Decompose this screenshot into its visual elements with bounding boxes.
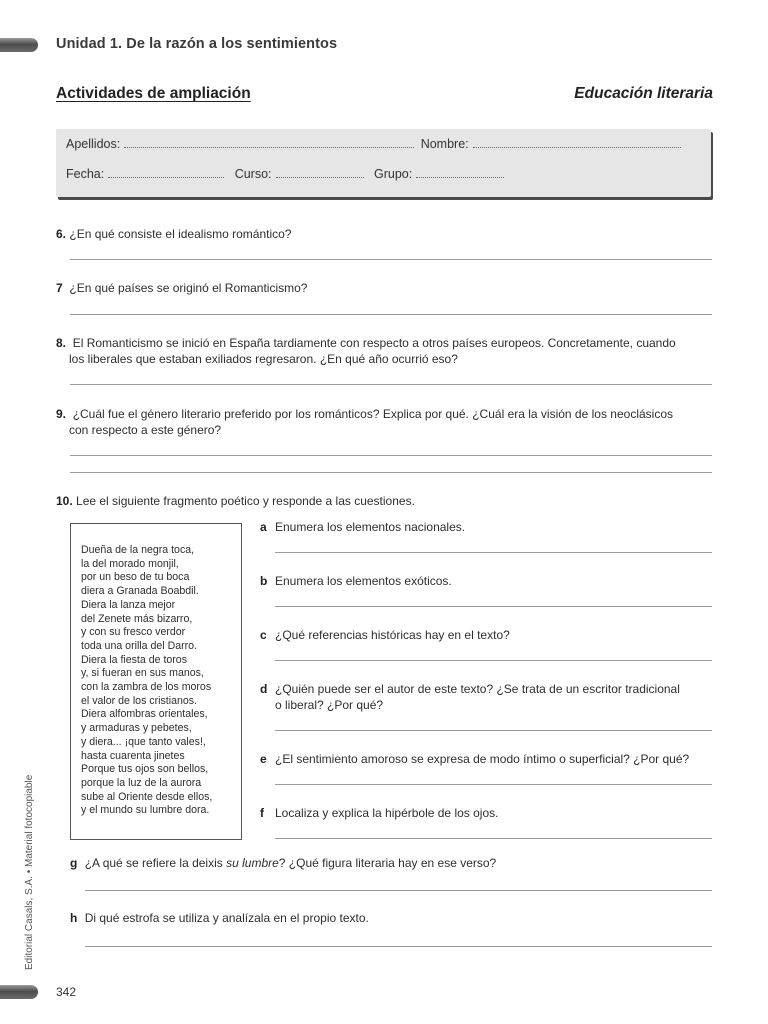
nombre-label: Nombre: — [420, 137, 469, 151]
subquestion-b: b Enumera los elementos exóticos. — [260, 574, 452, 588]
answer-line[interactable] — [275, 784, 712, 785]
poem-box — [70, 523, 242, 840]
poem-line: con la zambra de los moros — [81, 681, 212, 694]
fecha-field[interactable] — [108, 167, 224, 178]
grupo-field[interactable] — [416, 167, 504, 178]
apellidos-field[interactable] — [124, 137, 414, 148]
poem-line: sube al Oriente desde ellos, — [81, 790, 213, 803]
answer-line[interactable] — [85, 890, 712, 891]
poem-line: del Zenete más bizarro, — [81, 612, 193, 625]
publisher-side-text: Editorial Casals, S.A. • Material fotocopiable — [24, 774, 35, 970]
poem-line: el valor de los cristianos. — [81, 694, 197, 707]
poem-line: Diera la fiesta de toros — [81, 653, 187, 666]
question-6: 6. ¿En qué consiste el idealismo romántico? — [56, 227, 292, 241]
question-7: 7 ¿En qué países se originó el Romanticismo? — [56, 281, 308, 295]
answer-line[interactable] — [275, 552, 712, 553]
subquestion-e: e ¿El sentimiento amoroso se expresa de modo íntimo o superficial? ¿Por qué? — [260, 752, 690, 766]
answer-line[interactable] — [275, 730, 712, 731]
subquestion-f: f Localiza y explica la hipérbole de los ojos. — [260, 806, 499, 820]
poem-line: y, si fueran en sus manos, — [81, 667, 204, 680]
section-subtitle: Educación literaria — [574, 85, 713, 102]
subquestion-h: h Di qué estrofa se utiliza y analízala en el propio texto. — [70, 911, 369, 925]
question-8: 8. El Romanticismo se inició en España tardiamente con respecto a otros países europeos. Concretamente, cuando los liberales que estaban exiliados regresaron. ¿En qué año ocurrió eso? — [56, 336, 676, 366]
subquestion-g: g ¿A qué se refiere la deixis su lumbre? ¿Qué figura literaria hay en ese verso? — [70, 856, 497, 870]
subquestion-c: c ¿Qué referencias históricas hay en el texto? — [260, 628, 510, 642]
section-title: Actividades de ampliación — [56, 85, 251, 102]
poem-line: toda una orilla del Darro. — [81, 639, 198, 652]
poem-line: y con su fresco verdor — [81, 626, 186, 639]
poem-line: hasta cuarenta jinetes — [81, 749, 185, 762]
poem-line: y armaduras y pebetes, — [81, 722, 192, 735]
poem-line: Diera alfombras orientales, — [81, 708, 208, 721]
poem-line: y el mundo su lumbre dora. — [81, 804, 210, 817]
grupo-label: Grupo: — [374, 167, 413, 181]
answer-line[interactable] — [70, 384, 712, 385]
answer-line[interactable] — [70, 472, 712, 473]
answer-line[interactable] — [70, 455, 712, 456]
poem-line: Dueña de la negra toca, — [81, 544, 195, 556]
curso-label: Curso: — [234, 167, 272, 181]
footer-tab-mark — [0, 985, 38, 999]
subquestion-d: d ¿Quién puede ser el autor de este texto? ¿Se trata de un escritor tradicional o liberal? ¿Por qué? — [260, 682, 680, 712]
poem-line: Porque tus ojos son bellos, — [81, 763, 209, 776]
answer-line[interactable] — [85, 946, 712, 947]
answer-line[interactable] — [275, 838, 712, 839]
poem-line: y diera... ¡que tanto vales!, — [81, 735, 206, 748]
poem-line: Diera la lanza mejor — [81, 598, 176, 611]
poem-line: por un beso de tu boca — [81, 571, 190, 584]
answer-line[interactable] — [70, 314, 712, 315]
poem-line: la del morado monjil, — [81, 557, 179, 570]
curso-field[interactable] — [276, 167, 364, 178]
poem-line: diera a Granada Boabdil. — [81, 585, 199, 598]
nombre-field[interactable] — [473, 137, 681, 148]
unit-title: Unidad 1. De la razón a los sentimientos — [56, 36, 338, 52]
student-info-box — [56, 129, 711, 197]
poem-line: porque la luz de la aurora — [81, 776, 202, 789]
answer-line[interactable] — [275, 606, 712, 607]
fecha-label: Fecha: — [66, 167, 105, 181]
header-tab-mark — [0, 38, 38, 52]
question-9: 9. ¿Cuál fue el género literario preferido por los románticos? Explica por qué. ¿Cuál era la visión de los neoclásicos con respecto a este género? — [56, 407, 673, 437]
answer-line[interactable] — [275, 660, 712, 661]
subquestion-a: a Enumera los elementos nacionales. — [260, 520, 466, 534]
question-10: 10. Lee el siguiente fragmento poético y responde a las cuestiones. — [56, 494, 415, 508]
poem-text — [81, 544, 212, 818]
page-number: 342 — [56, 985, 77, 999]
apellidos-label: Apellidos: — [66, 137, 121, 151]
answer-line[interactable] — [70, 259, 712, 260]
